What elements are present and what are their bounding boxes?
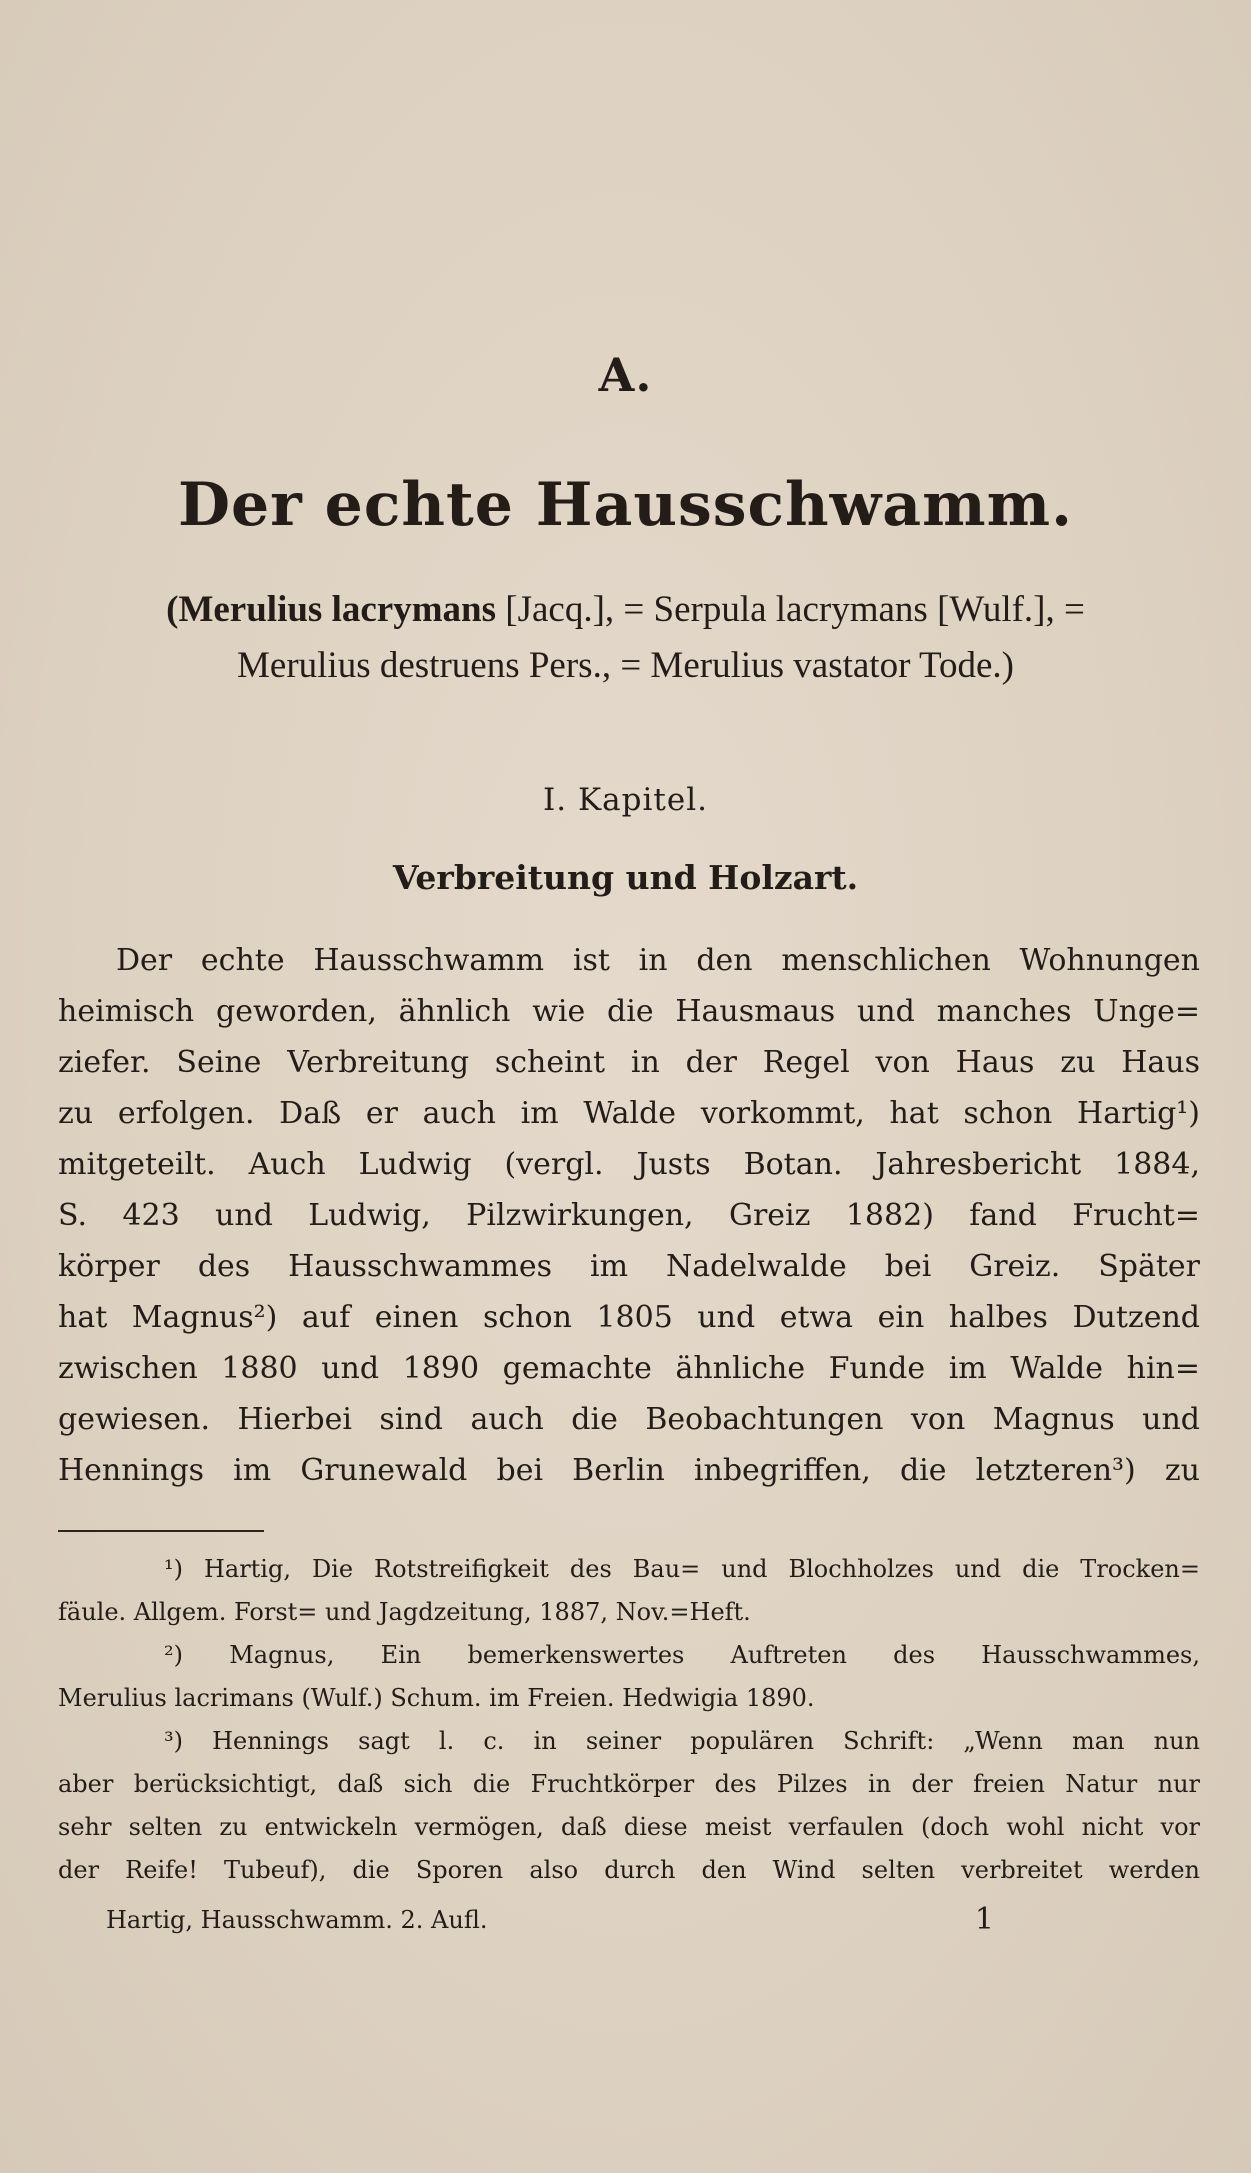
species-synonyms <box>50 582 1201 694</box>
footnote-1-line: ¹) Hartig, Die Rotstreifigkeit des Bau= und Blochholzes und die Trocken= <box>164 1555 1200 1583</box>
footnote-divider <box>58 1530 264 1532</box>
footnote-3-line: der Reife! Tubeuf), die Sporen also durch den Wind selten verbreitet werden <box>58 1856 1200 1884</box>
body-line: heimisch geworden, ähnlich wie die Hausmaus und manches Unge= <box>58 994 1200 1029</box>
species-name-bold: (Merulius lacrymans <box>166 589 496 630</box>
footnote-2-line: ²) Magnus, Ein bemerkenswertes Auftreten des Hausschwammes, <box>164 1641 1200 1669</box>
body-paragraph <box>58 935 1200 1496</box>
synonyms-line-1 <box>50 582 1201 638</box>
page-number: 1 <box>974 1902 994 1937</box>
synonyms-line-1-rest: [Jacq.], = Serpula lacrymans [Wulf.], = <box>496 589 1085 630</box>
body-line: Der echte Hausschwamm ist in den menschlichen Wohnungen <box>116 943 1200 978</box>
footnote-3-line: ³) Hennings sagt l. c. in seiner populären Schrift: „Wenn man nun <box>164 1727 1200 1755</box>
footnote-2-line: Merulius lacrimans (Wulf.) Schum. im Freien. Hedwigia 1890. <box>58 1684 815 1712</box>
body-line: körper des Hausschwammes im Nadelwalde bei Greiz. Später <box>58 1249 1200 1284</box>
body-line: mitgeteilt. Auch Ludwig (vergl. Justs Botan. Jahresbericht 1884, <box>58 1147 1200 1182</box>
page-footer <box>106 1900 994 1940</box>
section-letter: A. <box>598 348 653 402</box>
footnote-1-line: fäule. Allgem. Forst= und Jagdzeitung, 1887, Nov.=Heft. <box>58 1598 751 1626</box>
main-title: Der echte Hausschwamm. <box>177 470 1074 540</box>
chapter-label: I. Kapitel. <box>543 782 708 818</box>
body-line: zu erfolgen. Daß er auch im Walde vorkommt, hat schon Hartig¹) <box>58 1096 1200 1131</box>
chapter-heading: Verbreitung und Holzart. <box>392 858 859 897</box>
body-line: gewiesen. Hierbei sind auch die Beobachtungen von Magnus und <box>58 1402 1200 1437</box>
body-line: ziefer. Seine Verbreitung scheint in der Regel von Haus zu Haus <box>58 1045 1200 1080</box>
synonyms-line-2: Merulius destruens Pers., = Merulius vastator Tode.) <box>237 645 1014 686</box>
body-line: hat Magnus²) auf einen schon 1805 und etwa ein halbes Dutzend <box>58 1300 1200 1335</box>
footnote-3-line: aber berücksichtigt, daß sich die Fruchtkörper des Pilzes in der freien Natur nur <box>58 1770 1200 1798</box>
body-line: Hennings im Grunewald bei Berlin inbegriffen, die letzteren³) zu <box>58 1453 1200 1488</box>
body-line: S. 423 und Ludwig, Pilzwirkungen, Greiz 1882) fand Frucht= <box>58 1198 1200 1233</box>
signature-credit: Hartig, Hausschwamm. 2. Aufl. <box>106 1906 488 1934</box>
body-line: zwischen 1880 und 1890 gemachte ähnliche Funde im Walde hin= <box>58 1351 1200 1386</box>
footnotes <box>58 1548 1200 1892</box>
footnote-3-line: sehr selten zu entwickeln vermögen, daß diese meist verfaulen (doch wohl nicht vor <box>58 1813 1200 1841</box>
